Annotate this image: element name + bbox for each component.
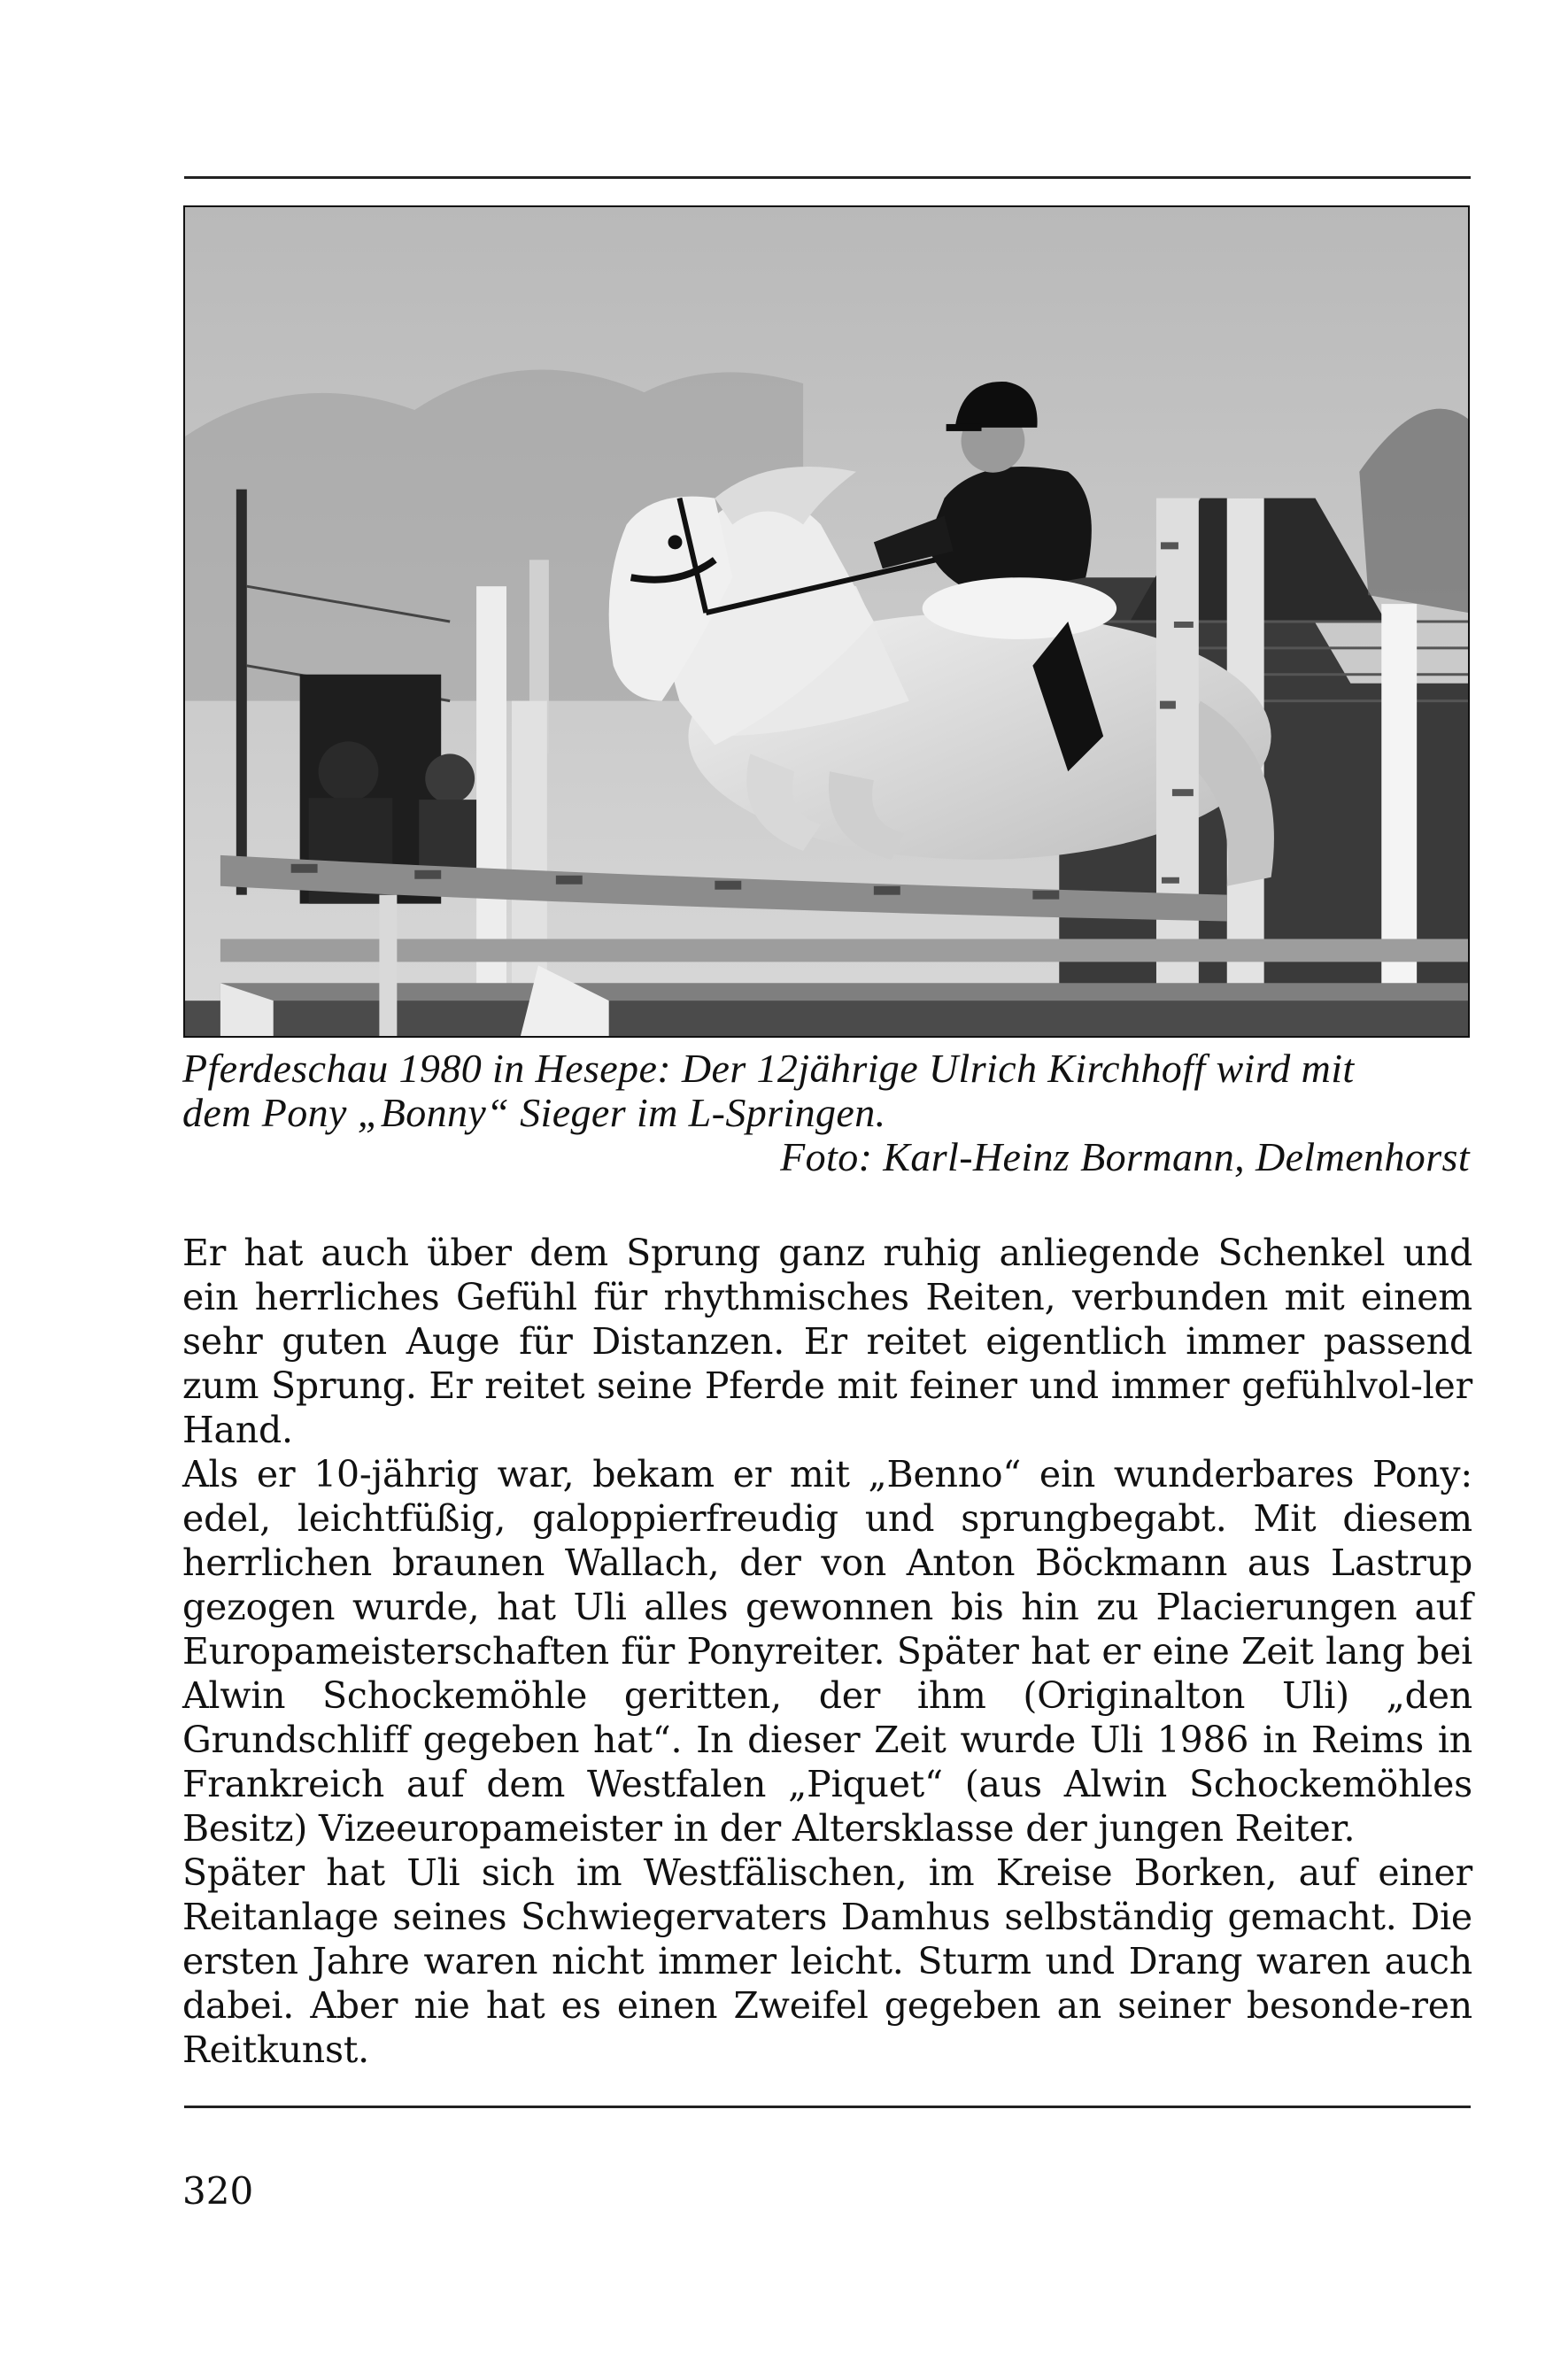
paragraph-3: Später hat Uli sich im Westfälischen, im Kreise Borken, auf einer Reitanlage seines Schwiegervaters Damhus selbständig gemacht. Die ersten Jahre waren nicht immer leicht. Sturm und Drang waren auch dabei. Aber nie hat es einen Zweifel gegeben an seiner besonde-​ren Reitkunst.: [182, 1851, 1472, 2071]
caption-line-2: dem Pony „Bonny“ Sieger im L-Springen.: [182, 1090, 886, 1135]
show-jumping-photo: [183, 205, 1470, 1038]
bottom-rule: [184, 2106, 1471, 2108]
paragraph-1: Er hat auch über dem Sprung ganz ruhig anliegende Schenkel und ein herrliches Gefühl für rhythmisches Reiten, verbunden mit einem sehr guten Auge für Distanzen. Er reitet eigentlich immer passend zum Sprung. Er reitet seine Pferde mit feiner und immer gefühlvol-​ler Hand.: [182, 1232, 1472, 1451]
top-rule: [184, 176, 1471, 179]
photo-caption: [182, 1047, 1470, 1179]
caption-line-1: Pferdeschau 1980 in Hesepe: Der 12jährige Ulrich Kirchhoff wird mit: [182, 1046, 1355, 1091]
paragraph-2: Als er 10-jährig war, bekam er mit „Benno“ ein wunderbares Pony: edel, leichtfüßig, galoppierfreudig und sprungbegabt. Mit diesem herrlichen braunen Wallach, der von Anton Böckmann aus Lastrup gezogen wurde, hat Uli alles gewonnen bis hin zu Placierungen auf Europameisterschaften für Ponyreiter. Später hat er eine Zeit lang bei Alwin Schockemöhle geritten, der ihm (Originalton Uli) „den Grundschliff gegeben hat“. In dieser Zeit wurde Uli 1986 in Reims in Frankreich auf dem Westfalen „Piquet“ (aus Alwin Schockemöhles Besitz) Vizeeuropameister in der Altersklasse der jungen Reiter.: [182, 1453, 1472, 1850]
photo-credit: Foto: Karl-Heinz Bormann, Delmenhorst: [780, 1134, 1470, 1179]
page-number: 320: [182, 2169, 254, 2213]
body-text: [182, 1231, 1472, 2072]
photo-show-jumping-icon: [185, 207, 1468, 1036]
